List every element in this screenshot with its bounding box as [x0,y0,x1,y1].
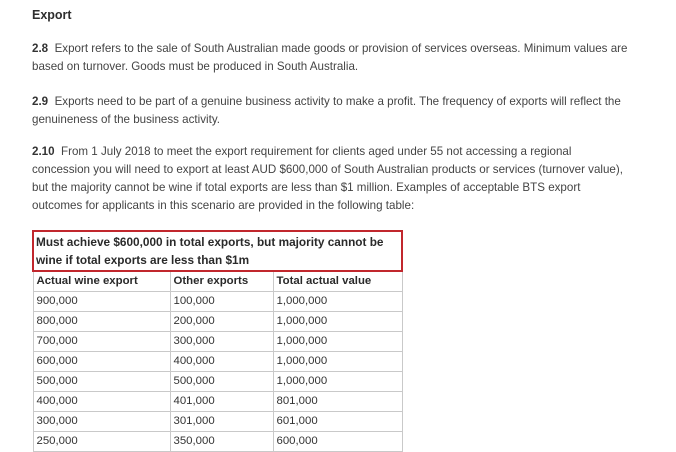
table-header-row [33,271,402,292]
cell-other-exports: 300,000 [170,332,273,352]
table-row [33,312,402,332]
cell-other-exports: 100,000 [170,292,273,312]
table-title-row [33,231,402,271]
cell-wine-export: 300,000 [33,412,170,432]
cell-other-exports: 500,000 [170,372,273,392]
paragraph-2-10 [32,143,632,215]
section-heading: Export [32,8,72,22]
cell-wine-export: 400,000 [33,392,170,412]
table-row [33,332,402,352]
table-body [33,231,402,452]
cell-total-value: 801,000 [273,392,402,412]
cell-total-value: 1,000,000 [273,352,402,372]
cell-wine-export: 500,000 [33,372,170,392]
cell-wine-export: 250,000 [33,432,170,452]
paragraph-2-8 [32,40,632,76]
cell-wine-export: 700,000 [33,332,170,352]
paragraph-text: From 1 July 2018 to meet the export requirement for clients aged under 55 not accessing a regional concession you will need to export at least AUD $600,000 of South Australian products or services (turnover value), but the majority cannot be wine if total exports are less than $1 million. Examples of acceptable BTS export outcomes for applicants in this scenario are provided in the following table: [32,145,623,212]
cell-other-exports: 400,000 [170,352,273,372]
cell-total-value: 601,000 [273,412,402,432]
table-row [33,372,402,392]
table-title: Must achieve $600,000 in total exports, but majority cannot be wine if total exports are less than $1m [33,231,402,271]
table-row [33,432,402,452]
cell-wine-export: 800,000 [33,312,170,332]
cell-other-exports: 301,000 [170,412,273,432]
paragraph-number: 2.9 [32,95,49,108]
cell-total-value: 1,000,000 [273,372,402,392]
paragraph-text: Exports need to be part of a genuine business activity to make a profit. The frequency of exports will reflect the genuineness of the business activity. [32,95,621,126]
cell-other-exports: 200,000 [170,312,273,332]
column-header-total: Total actual value [273,271,402,292]
cell-total-value: 1,000,000 [273,312,402,332]
export-examples-table [32,230,403,452]
table-row [33,392,402,412]
cell-wine-export: 600,000 [33,352,170,372]
paragraph-number: 2.8 [32,42,49,55]
paragraph-number: 2.10 [32,145,55,158]
cell-total-value: 1,000,000 [273,292,402,312]
cell-total-value: 600,000 [273,432,402,452]
cell-total-value: 1,000,000 [273,332,402,352]
cell-other-exports: 350,000 [170,432,273,452]
paragraph-2-9 [32,93,632,129]
table-row [33,352,402,372]
table-row [33,412,402,432]
column-header-wine: Actual wine export [33,271,170,292]
paragraph-text: Export refers to the sale of South Australian made goods or provision of services overseas. Minimum values are based on turnover. Goods must be produced in South Australia. [32,42,628,73]
column-header-other: Other exports [170,271,273,292]
cell-other-exports: 401,000 [170,392,273,412]
table-row [33,292,402,312]
cell-wine-export: 900,000 [33,292,170,312]
